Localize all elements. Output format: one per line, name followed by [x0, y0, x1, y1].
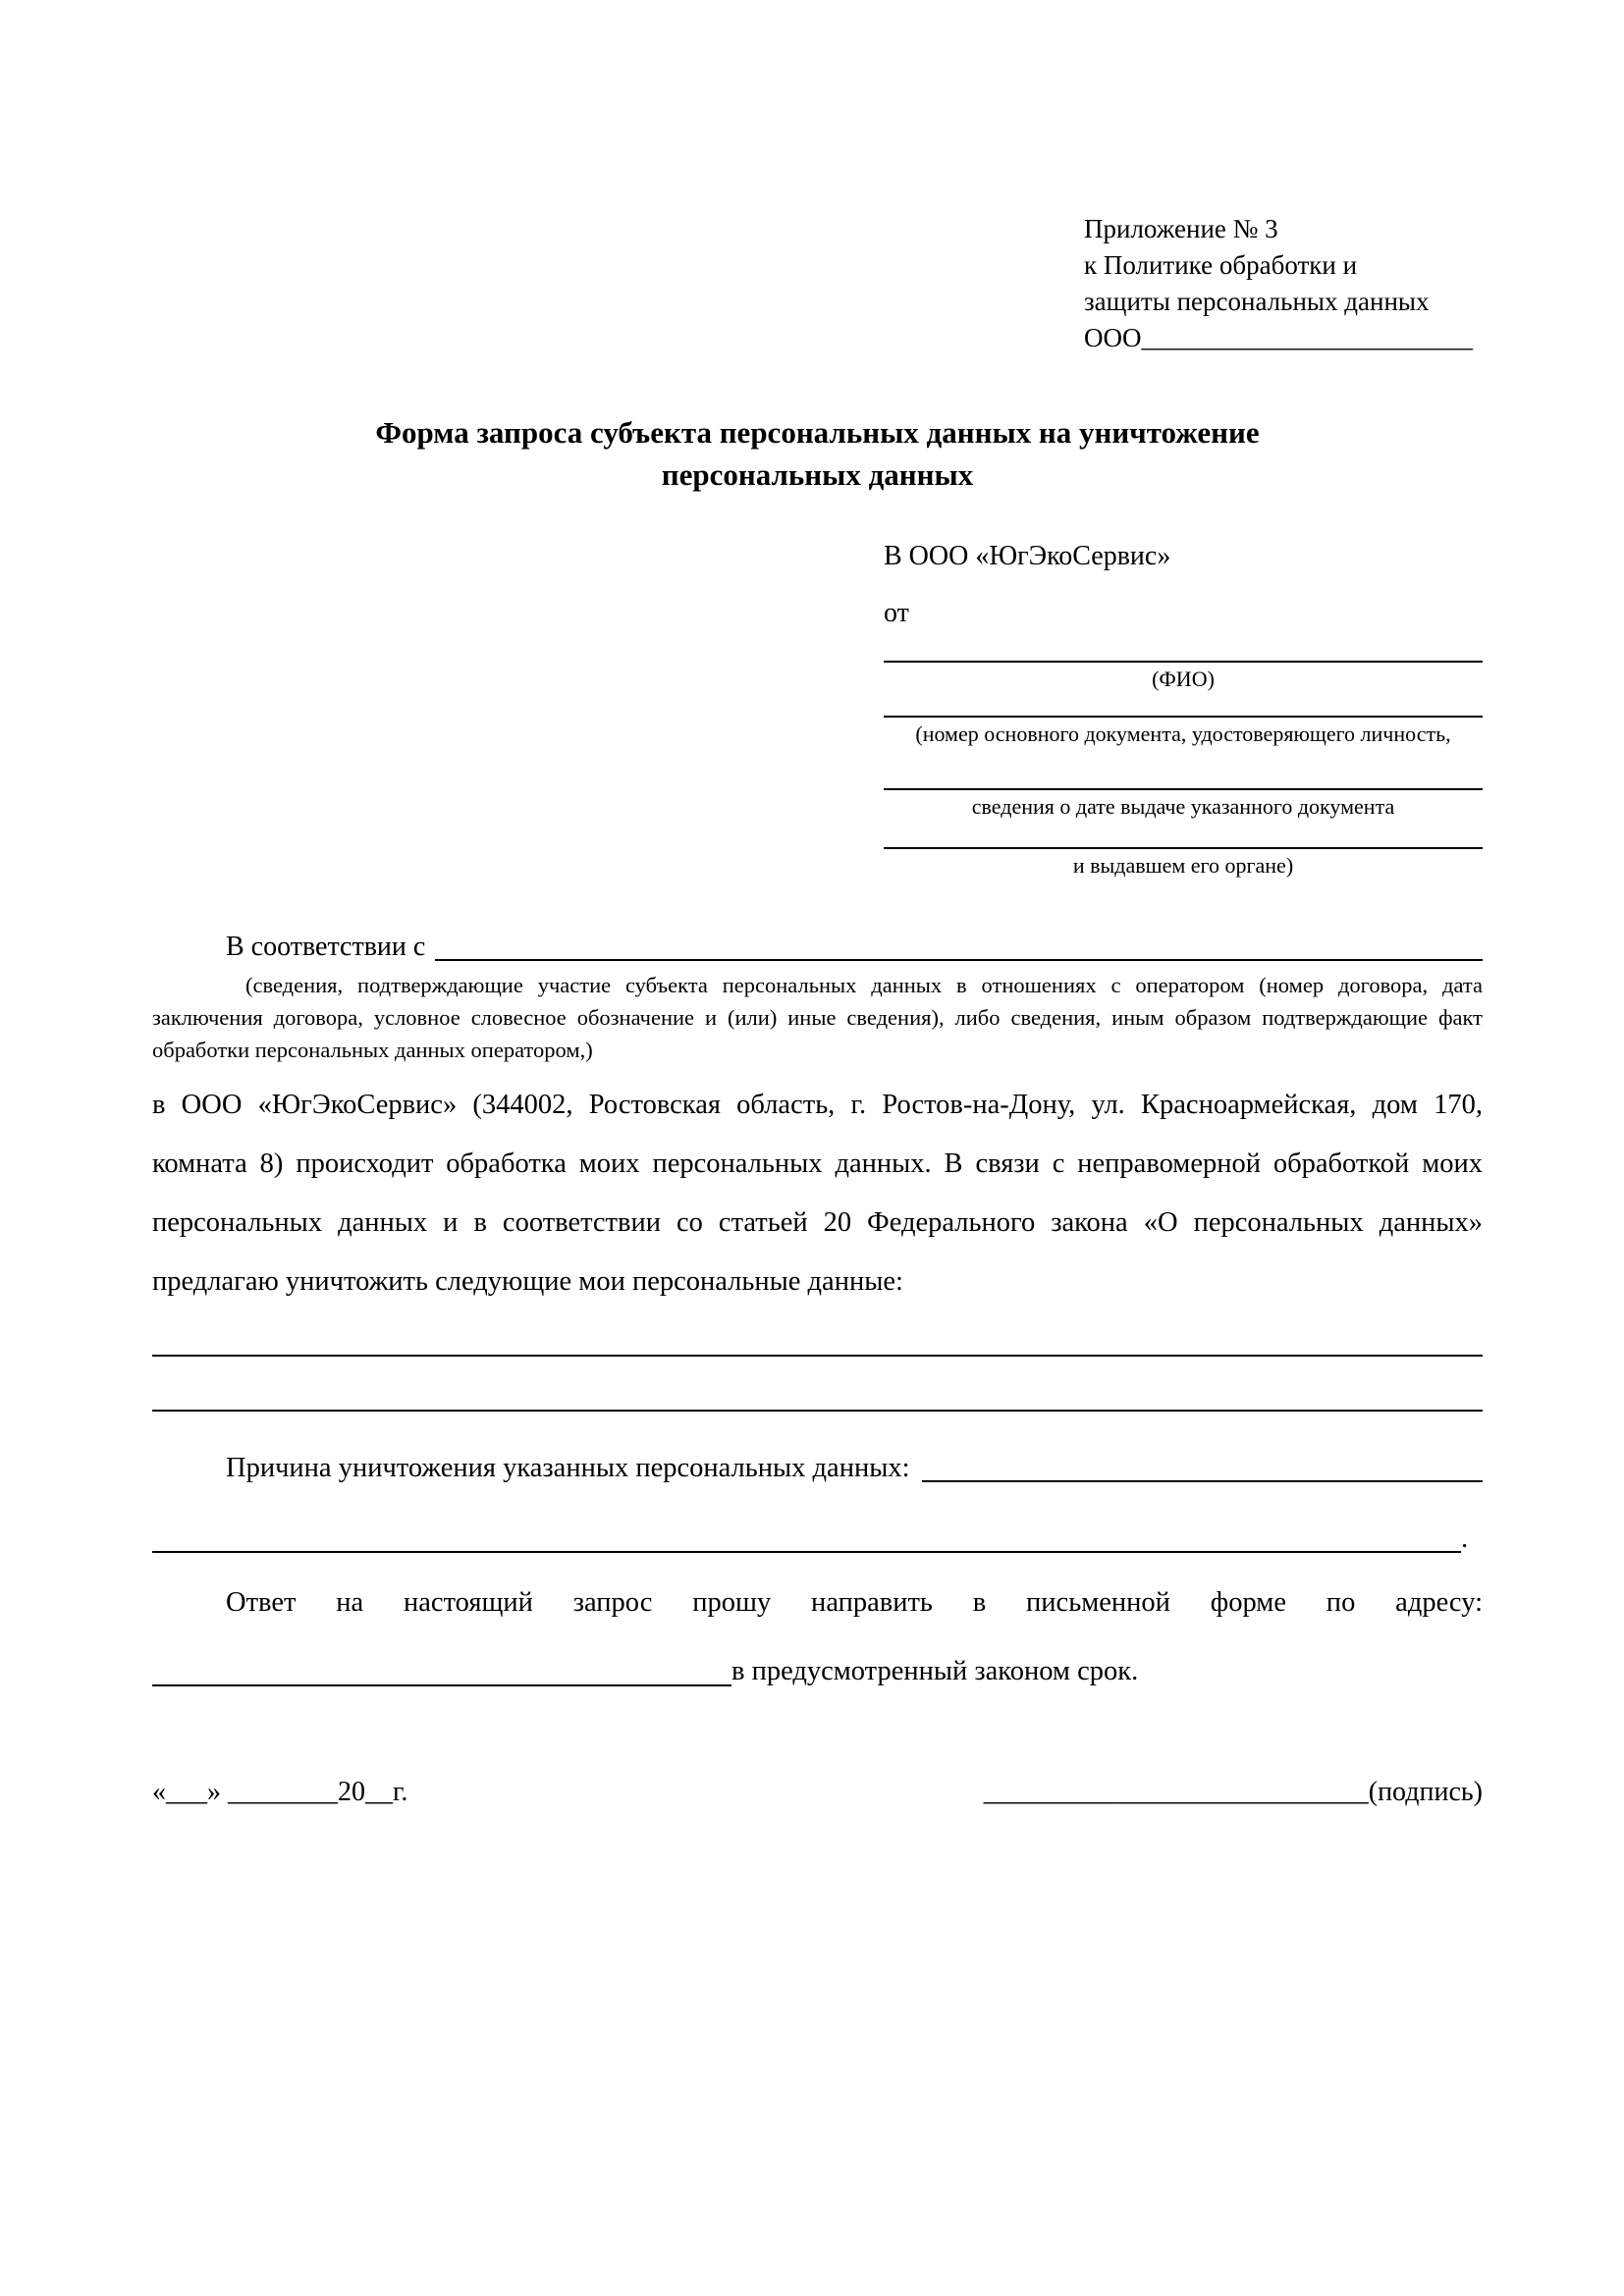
appendix-block: [1084, 211, 1483, 356]
appendix-ooo-line: ООО_________________________: [1084, 323, 1473, 352]
issue-date-blank-line: [884, 788, 1483, 790]
reason-blank-line: [922, 1480, 1483, 1482]
appendix-line: защиты персональных данных: [1084, 287, 1430, 316]
addressee-block: [884, 541, 1483, 879]
document-title: Форма запроса субъекта персональных данных на уничтожение персональных данных: [375, 415, 1260, 492]
address-row: [152, 1651, 1483, 1692]
document-number-blank-line: [884, 716, 1483, 718]
addressee-company: В ООО «ЮгЭкоСервис»: [884, 541, 1171, 571]
data-blank-line-1: [152, 1355, 1483, 1357]
date-signature-row: [152, 1773, 1483, 1812]
data-blank-line-2: [152, 1410, 1483, 1412]
reason-label: Причина уничтожения указанных персональных данных:: [226, 1453, 910, 1483]
fio-blank-line: [884, 661, 1483, 663]
signature-label: (подпись): [1368, 1777, 1483, 1807]
reason-row: [152, 1449, 1483, 1488]
answer-paragraph: Ответ на настоящий запрос прошу направить в письменной форме по адресу:: [226, 1587, 1483, 1618]
signature-group: [984, 1773, 1483, 1812]
appendix-line: Приложение № 3: [1084, 214, 1278, 243]
signature-blank: ____________________________: [983, 1777, 1369, 1807]
accordance-blank-line: [435, 959, 1483, 961]
appendix-line: к Политике обработки и: [1084, 250, 1358, 280]
address-blank-line: [152, 1684, 731, 1686]
reason-continuation-line: [152, 1551, 1461, 1553]
date-line: «___» ________20__г.: [152, 1777, 408, 1807]
reason-continuation-row: [152, 1520, 1483, 1559]
issuing-authority-blank-line: [884, 847, 1483, 849]
accordance-row: [152, 928, 1483, 967]
issuing-authority-caption: и выдавшем его органе): [1072, 853, 1294, 878]
fio-caption: (ФИО): [1152, 667, 1215, 691]
addressee-from-label: от: [884, 598, 909, 628]
accordance-label: В соответствии с: [226, 932, 426, 962]
body-paragraph: в ООО «ЮгЭкоСервис» (344002, Ростовская область, г. Ростов-на-Дону, ул. Красноармейская, дом 170, комната 8) происходит обработка моих персональных данных. В связи с неправомерной обработкой моих персональных данных и в соответствии со статьей 20 Федерального закона «О персональных данных» предлагаю уничтожить следующие мои персональные данные:: [152, 1090, 1483, 1297]
reason-period: .: [1461, 1523, 1469, 1554]
document-number-caption: (номер основного документа, удостоверяющего личность,: [915, 721, 1451, 746]
address-suffix: в предусмотренный законом срок.: [731, 1656, 1139, 1686]
legal-basis-note: (сведения, подтверждающие участие субъекта персональных данных в отношениях с оператором (номер договора, дата заключения договора, условное словесное обозначение и (или) иные сведения), либо сведения, иным образом подтверждающие факт обработки персональных данных оператором,): [152, 973, 1483, 1062]
issue-date-caption: сведения о дате выдаче указанного документа: [971, 794, 1395, 819]
